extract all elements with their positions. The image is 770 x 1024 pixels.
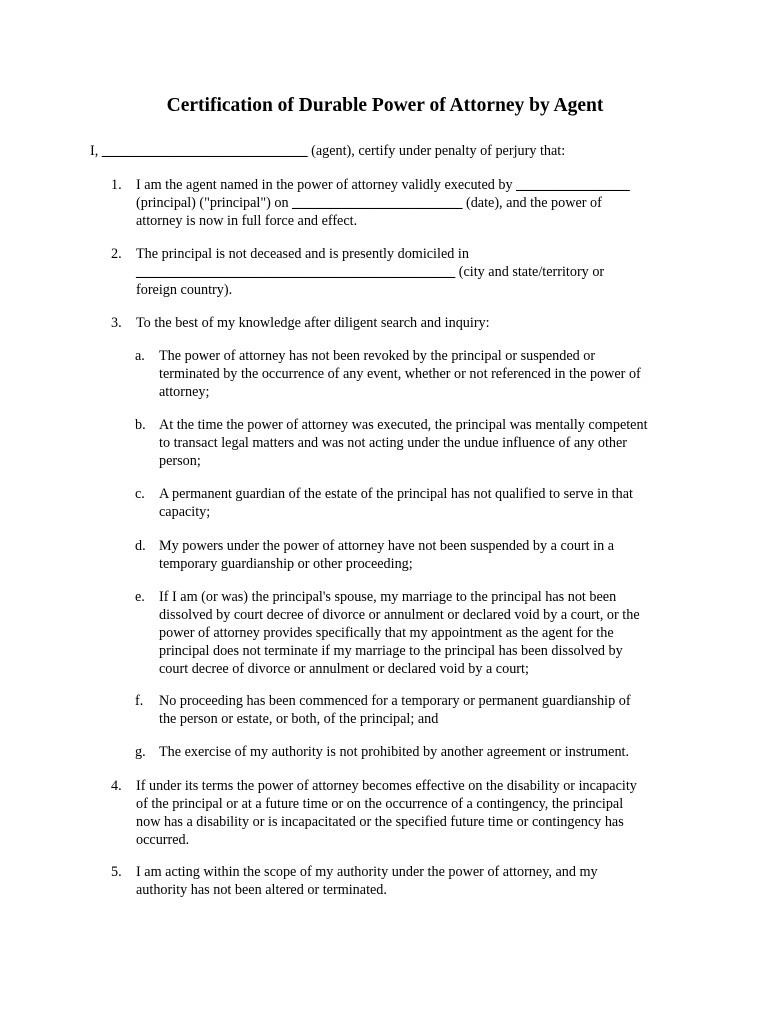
sub-item-line: terminated by the occurrence of any event, whether or not referenced in the power of (159, 366, 641, 382)
sub-item-letter: d. (135, 538, 146, 554)
intro-statement (90, 142, 690, 160)
sub-item-letter: f. (135, 693, 144, 709)
sub-item-line: My powers under the power of attorney have not been suspended by a court in a (159, 538, 615, 554)
sub-item-line: The power of attorney has not been revoked by the principal or suspended or (159, 348, 596, 364)
sub-item-line: No proceeding has been commenced for a temporary or permanent guardianship of (159, 693, 631, 709)
agent-name-blank: _____________________________ (101, 143, 308, 159)
list-item-line: of the principal or at a future time or on the occurrence of a contingency, the principal (136, 796, 624, 812)
list-item-line: attorney is now in full force and effect. (136, 213, 358, 229)
list-item-line (136, 263, 684, 281)
principal-name-blank: ________________ (516, 177, 630, 193)
sub-item-body (159, 347, 685, 401)
sub-item-line: court decree of divorce or annulment or declared void by a court; (159, 661, 529, 677)
list-item-line: To the best of my knowledge after diligent search and inquiry: (136, 315, 490, 331)
sub-item-body (159, 537, 685, 573)
sub-item-line: person; (159, 453, 201, 469)
sub-item-line: The exercise of my authority is not prohibited by another agreement or instrument. (159, 744, 630, 760)
date-blank: ________________________ (292, 195, 463, 211)
list-item-number: 5. (111, 864, 122, 880)
line-text: (principal) ("principal") on (136, 195, 293, 211)
sub-item-letter: e. (135, 589, 145, 605)
sub-item-body (159, 485, 685, 521)
list-item-line (136, 176, 684, 194)
list-item-body (136, 777, 684, 849)
sub-item-line: dissolved by court decree of divorce or annulment or declared void by a court, or the (159, 607, 640, 623)
list-item-line: now has a disability or is incapacitated or the specified future time or contingency has (136, 814, 624, 830)
list-item-line: authority has not been altered or terminated. (136, 882, 387, 898)
sub-item-line: temporary guardianship or other proceeding; (159, 556, 413, 572)
sub-item-line: the person or estate, or both, of the principal; and (159, 711, 439, 727)
sub-item-body (159, 416, 685, 470)
list-item-number: 3. (111, 315, 122, 331)
list-item-line: The principal is not deceased and is presently domiciled in (136, 246, 469, 262)
line-text: I am the agent named in the power of attorney validly executed by (136, 177, 517, 193)
list-item-number: 1. (111, 177, 122, 193)
sub-item-line: to transact legal matters and was not acting under the undue influence of any other (159, 435, 628, 451)
sub-item-letter: c. (135, 486, 145, 502)
sub-item-line: At the time the power of attorney was executed, the principal was mentally competent (159, 417, 648, 433)
intro-suffix: (agent), certify under penalty of perjury that: (307, 143, 566, 159)
list-item-body (136, 176, 684, 230)
domicile-blank: _____________________________________________ (136, 264, 456, 280)
sub-item-line: principal does not terminate if my marriage to the principal has been dissolved by (159, 643, 623, 659)
sub-item-body (159, 743, 685, 761)
sub-item-letter: g. (135, 744, 146, 760)
list-item-line: occurred. (136, 832, 190, 848)
intro-prefix: I, (90, 143, 102, 159)
sub-item-letter: b. (135, 417, 146, 433)
list-item-line: I am acting within the scope of my authority under the power of attorney, and my (136, 864, 598, 880)
list-item-line: If under its terms the power of attorney becomes effective on the disability or incapacity (136, 778, 637, 794)
list-item-body (136, 314, 684, 332)
sub-item-line: If I am (or was) the principal's spouse, my marriage to the principal has not been (159, 589, 617, 605)
sub-item-body (159, 588, 685, 678)
sub-item-line: power of attorney provides specifically that my appointment as the agent for the (159, 625, 614, 641)
list-item-number: 2. (111, 246, 122, 262)
sub-item-line: attorney; (159, 384, 210, 400)
document-title: Certification of Durable Power of Attorney by Agent (166, 95, 604, 116)
list-item-line (136, 194, 684, 212)
line-text: (city and state/territory or (455, 264, 605, 280)
list-item-body (136, 863, 684, 899)
sub-item-letter: a. (135, 348, 145, 364)
sub-item-body (159, 692, 685, 728)
sub-item-line: A permanent guardian of the estate of the principal has not qualified to serve in that (159, 486, 633, 502)
list-item-number: 4. (111, 778, 122, 794)
sub-item-line: capacity; (159, 504, 211, 520)
list-item-body (136, 245, 684, 299)
list-item-line: foreign country). (136, 282, 233, 298)
line-text: (date), and the power of (462, 195, 602, 211)
